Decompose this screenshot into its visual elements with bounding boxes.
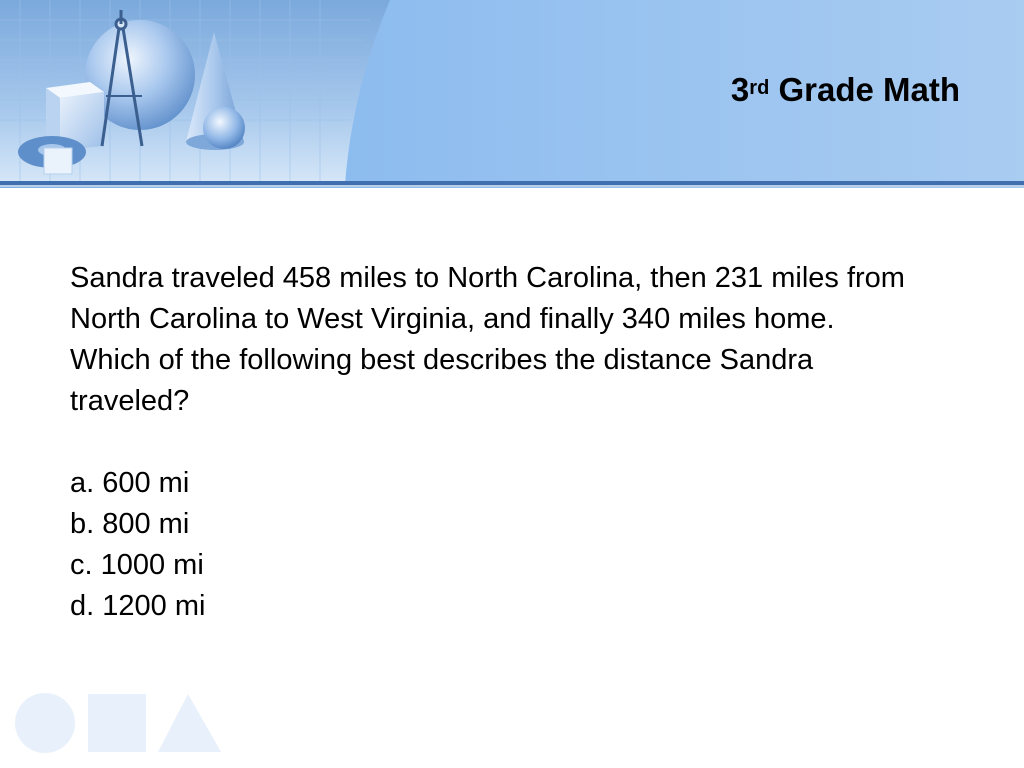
footer-shapes — [14, 692, 226, 754]
title-number: 3 — [730, 71, 750, 108]
option-d: d. 1200 mi — [70, 590, 206, 622]
answer-options — [70, 463, 910, 627]
option-a: a. 600 mi — [70, 467, 190, 499]
question-content — [70, 258, 910, 627]
question-text: Sandra traveled 458 miles to North Carolina, then 231 miles from North Carolina to West Virginia, and finally 340 miles home. Which of the following best describes the distance Sandra traveled? — [70, 262, 905, 417]
option-c: c. 1000 mi — [70, 549, 204, 581]
square-shape — [88, 694, 146, 752]
option-b: b. 800 mi — [70, 508, 190, 540]
circle-shape — [15, 693, 75, 753]
title-ordinal-suffix: rd — [749, 77, 770, 99]
slide-title — [731, 70, 960, 110]
title-text: Grade Math — [778, 71, 960, 108]
triangle-shape — [158, 694, 221, 752]
header-banner — [0, 0, 1024, 188]
